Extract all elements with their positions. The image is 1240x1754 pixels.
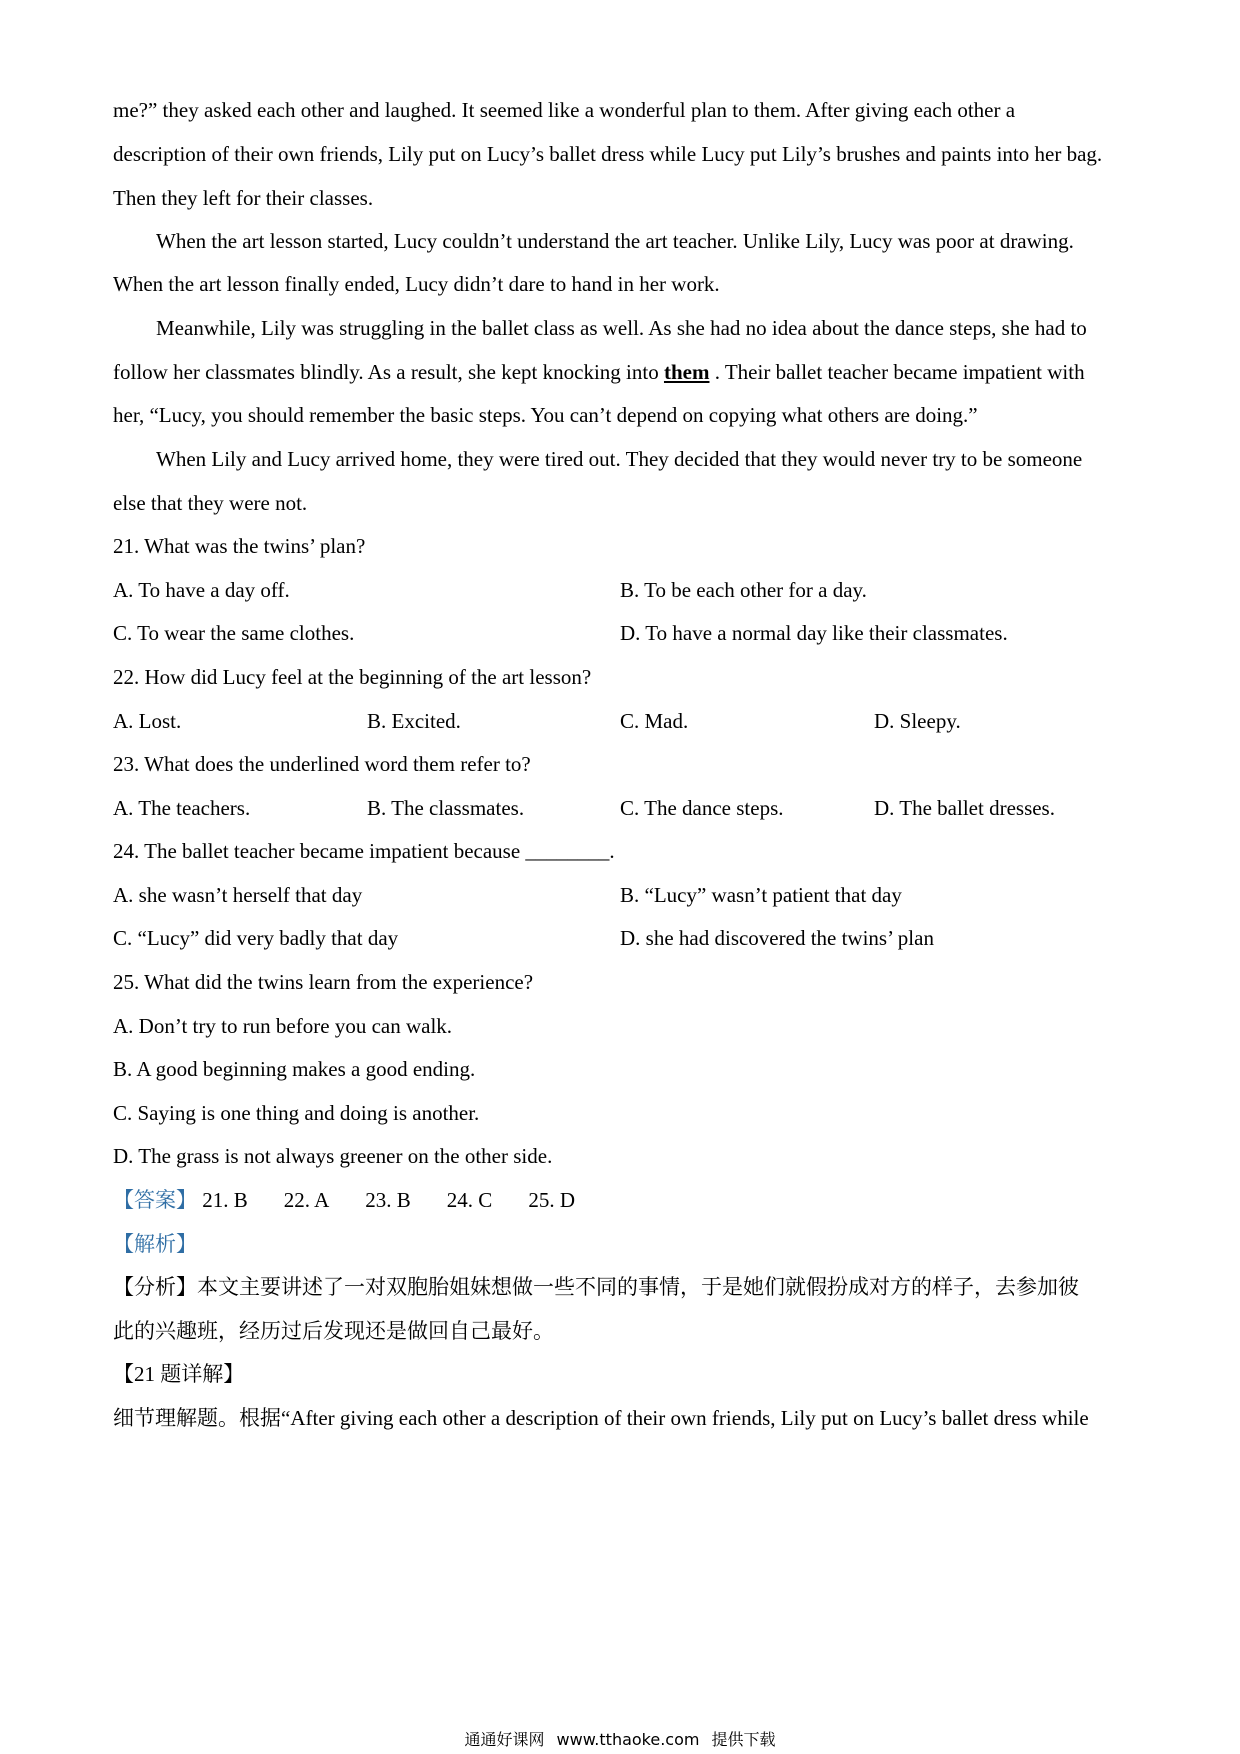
passage-line: When the art lesson started, Lucy couldn’t understand the art teacher. Unlike Lily, Lucy was poor at drawing. — [156, 229, 1074, 253]
option-23d: D. The ballet dresses. — [874, 796, 1055, 820]
page-footer — [0, 1727, 1240, 1750]
option-25c: C. Saying is one thing and doing is another. — [113, 1101, 480, 1125]
answer-item: 22. A — [283, 1188, 330, 1212]
option-21a: A. To have a day off. — [113, 578, 290, 602]
option-22d: D. Sleepy. — [874, 709, 961, 733]
option-23b: B. The classmates. — [367, 796, 525, 820]
passage-text: . Their ballet teacher became impatient with — [709, 360, 1085, 384]
option-24b: B. “Lucy” wasn’t patient that day — [620, 883, 902, 907]
option-21b: B. To be each other for a day. — [620, 578, 867, 602]
option-21c: C. To wear the same clothes. — [113, 621, 355, 645]
option-25a: A. Don’t try to run before you can walk. — [113, 1014, 453, 1038]
option-21d: D. To have a normal day like their classmates. — [620, 621, 1008, 645]
option-22c: C. Mad. — [620, 709, 689, 733]
analysis-summary-line: 【分析】本文主要讲述了一对双胞胎姐妹想做一些不同的事情，于是她们就假扮成对方的样子，去参加彼 — [113, 1275, 1079, 1299]
passage-line-with-underline — [113, 357, 1085, 387]
passage-line: When Lily and Lucy arrived home, they were tired out. They decided that they would never try to be someone — [156, 447, 1083, 471]
option-23a: A. The teachers. — [113, 796, 251, 820]
footer-site-name: 通通好课网 — [464, 1730, 545, 1749]
passage-line: description of their own friends, Lily put on Lucy’s ballet dress while Lucy put Lily’s brushes and paints into her bag. — [113, 142, 1103, 166]
question-21: 21. What was the twins’ plan? — [113, 534, 366, 558]
underlined-word: them — [663, 360, 710, 384]
question-22: 22. How did Lucy feel at the beginning of the art lesson? — [113, 665, 592, 689]
option-23c: C. The dance steps. — [620, 796, 784, 820]
answer-item: 24. C — [446, 1188, 493, 1212]
footer-url[interactable]: www.tthaoke.com — [556, 1730, 700, 1749]
question-23: 23. What does the underlined word them refer to? — [113, 752, 531, 776]
passage-text: follow her classmates blindly. As a result, she kept knocking into — [113, 360, 664, 384]
footer-note: 提供下载 — [711, 1730, 776, 1749]
analysis-label: 【解析】 — [113, 1232, 197, 1256]
option-22b: B. Excited. — [367, 709, 461, 733]
passage-line: Then they left for their classes. — [113, 186, 374, 210]
passage-line: else that they were not. — [113, 491, 308, 515]
question-25: 25. What did the twins learn from the experience? — [113, 970, 534, 994]
question-24: 24. The ballet teacher became impatient because ________. — [113, 839, 615, 863]
detail-line: 细节理解题。根据“After giving each other a description of their own friends, Lily put on Lucy’s ballet dress while — [113, 1406, 1089, 1430]
option-24d: D. she had discovered the twins’ plan — [620, 926, 934, 950]
option-24a: A. she wasn’t herself that day — [113, 883, 363, 907]
passage-line: her, “Lucy, you should remember the basic steps. You can’t depend on copying what others are doing.” — [113, 403, 978, 427]
answer-label: 【答案】 — [113, 1188, 197, 1212]
answer-item: 23. B — [365, 1188, 411, 1212]
passage-line: me?” they asked each other and laughed. It seemed like a wonderful plan to them. After giving each other a — [113, 98, 1016, 122]
option-24c: C. “Lucy” did very badly that day — [113, 926, 399, 950]
answer-items — [197, 1188, 575, 1212]
answer-line — [113, 1185, 575, 1215]
analysis-summary-line: 此的兴趣班，经历过后发现还是做回自己最好。 — [113, 1319, 554, 1343]
passage-line: When the art lesson finally ended, Lucy didn’t dare to hand in her work. — [113, 272, 720, 296]
passage-line: Meanwhile, Lily was struggling in the ballet class as well. As she had no idea about the dance steps, she had to — [156, 316, 1087, 340]
option-25b: B. A good beginning makes a good ending. — [113, 1057, 476, 1081]
answer-item: 21. B — [202, 1188, 248, 1212]
detail-title: 【21 题详解】 — [113, 1362, 245, 1386]
option-22a: A. Lost. — [113, 709, 182, 733]
option-25d: D. The grass is not always greener on the other side. — [113, 1144, 553, 1168]
answer-item: 25. D — [528, 1188, 575, 1212]
